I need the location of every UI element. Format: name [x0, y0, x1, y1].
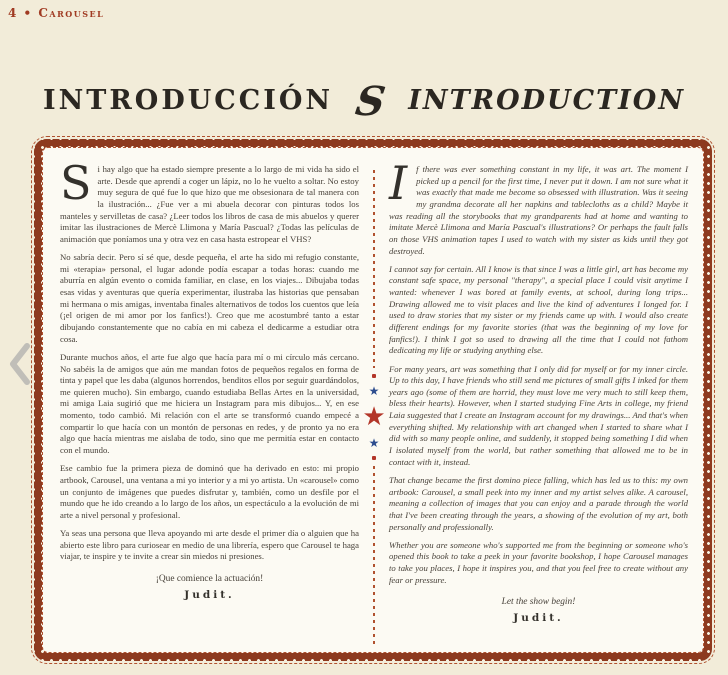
- prev-page-button[interactable]: [2, 338, 36, 394]
- dropcap: I: [389, 156, 408, 210]
- chevron-left-icon: [7, 342, 31, 391]
- column-divider: [359, 164, 389, 644]
- dropcap: S: [60, 156, 92, 210]
- swash-divider-icon: S: [352, 78, 389, 125]
- page-frame: [31, 136, 715, 664]
- paragraph: For many years, art was something that I only did for myself or for my inner circle. Up to this day, I have friends who still send me pictures of small gifts I inked for them years ago (some of them are horrid, they must love me very much to still keep them, bless their hearts). However, when I started studying Fine Arts in college, my friend Laia suggested that I create an Instagram account for my drawings... And that's when everything shifted. My relationship with art changed when I started to share what I did with so many people online, and suddenly, it stopped being something I did when I isolated myself from the world, but rather something that allowed me to be in contact with it, instead.: [389, 363, 688, 467]
- closing-line: Let the show begin!: [501, 597, 576, 608]
- red-dot-icon: [372, 374, 376, 378]
- divider-dashes: [373, 466, 375, 644]
- paragraph: No sabría decir. Pero sí sé que, desde pequeña, el arte ha sido mi refugio constante, mi «terapia» personal, el lugar adonde podía escapar a todas horas: cuando me aburría en algún evento o comida familiar, en clase, en los viajes... Dibujaba todas esas vidas y aventuras que quería experimentar, ilustraba las historias que pensaban mi hermana o mis amigas, inventaba finales alternativos de todos los cuentos que leía (¡el origen de mi amor por los fanfics!). Creo que me acostumbré tanto a estar dibujando constantemente que no cabía en mi cabeza el dedicarme a estudiar otra cosa.: [60, 252, 359, 344]
- author-signature: Judit.: [513, 611, 564, 624]
- blue-star-icon: ★: [368, 384, 380, 398]
- paragraph: Si hay algo que ha estado siempre presente a lo largo de mi vida ha sido el arte. Desde que aprendí a coger un lápiz, no lo he vuelto a soltar. No estoy muy segura de qué fue lo que hizo que me obsesionara de tal manera con la ilustración... ¿Fue ver a mi abuela decorar con pinturas todos los manteles y servilletas de casa? ¿Leer todos los libros de casa de mis abuelos y querer imitar las ilustraciones de Mercè Llimona y María Pascual? ¿Todas las películas de animación que poníamos una y otra vez en casa hasta estropear el VHS?: [60, 156, 359, 244]
- page-title: [0, 78, 728, 125]
- paragraph: I cannot say for certain. All I know is that since I was a little girl, art has become my constant safe space, my personal "therapy", a special place I could visit anytime I wanted: whenever I was bored at family events, at school, during long trips... Drawing allowed me to visit places and live the kind of adventures I longed for. I used to draw stories that my sister or my friends came up with. I would also create different endings for my favorite stories (that was the beginning of my love for fanfics!). I think I got so used to drawing all the time that I could not fathom dedicating my life or studying anything else.: [389, 263, 688, 356]
- divider-dashes: [373, 170, 375, 368]
- title-spanish: INTRODUCCIÓN: [42, 85, 334, 116]
- spanish-column: [60, 156, 359, 644]
- paragraph: Whether you are someone who's supported me from the beginning or someone who's opened this book to take a peek in your favorite bookshop, I hope Carousel manages to take you places, I hope it inspires you, and that you feel free to create without any fear or pressure.: [389, 539, 688, 585]
- english-column: [389, 156, 688, 644]
- closing-line: ¡Que comience la actuación!: [155, 574, 264, 584]
- author-signature: Judit.: [184, 588, 235, 601]
- red-star-icon: ★: [362, 402, 386, 432]
- frame-dotted-band: [34, 139, 712, 661]
- page-content: [42, 147, 704, 653]
- blue-star-icon: ★: [368, 436, 380, 450]
- paragraph: Ya seas una persona que lleva apoyando mi arte desde el primer día o alguien que ha abierto este libro para curiosear en medio de una librería, espero que Carousel te haga viajar, te inspire y te invite a crear sin miedos ni presiones.: [60, 528, 359, 562]
- title-english: INTRODUCTION: [408, 85, 686, 116]
- paragraph: I f there was ever something constant in my life, it was art. The moment I picked up a pencil for the first time, I never put it down. I am not sure what it was exactly that made me become so obsessed with illustration. Was it seeing my grandma decorate all her napkins and tablecloths as a child? Maybe it was reading all the storybooks that my grandparents had at home and wanting to imitate Mercè Llimona and María Pascual's illustrations? Or perhaps the fault falls on those VHS animation tapes I used to watch with my sister as kids until they got destroyed.: [389, 156, 688, 256]
- breadcrumb: 4 • Carousel: [8, 6, 105, 20]
- star-ornament: [362, 368, 385, 466]
- paragraph: Durante muchos años, el arte fue algo que hacía para mí o mi círculo más cercano. No sabéis la de amigos que aún me mandan fotos de pequeños regalos en forma de tinta y papel que les daba (algunos horrendos, benditos ellos por seguir guardándolos, me quieren mucho). Sin embargo, cuando estudiaba Bellas Artes en la universidad, mi amiga Laia sugirió que me hiciera un Instagram para mis dibujos... Y, en ese momento, todo cambió. Mi relación con el arte se transformó cuando empecé a compartir lo que hacía con un montón de personas en redes, y de pronto ya no era algo que hacía mientras me aislaba de todo, sino que me permitía estar en contacto con el mundo.: [60, 351, 359, 456]
- red-dot-icon: [372, 456, 376, 460]
- paragraph: That change became the first domino piece falling, which has led us to this: my own artbook: Carousel, a small peek into my inner and my artist selves alike. A carousel, meaning a collection of images that you can enjoy and a parade through the world that I've been creating through the years, a showing of the evolution of my art, both personally and professionally.: [389, 474, 688, 532]
- paragraph: Ese cambio fue la primera pieza de dominó que ha derivado en esto: mi propio artbook, Carousel, una ventana a mi yo interior y a mi yo artista. Un «carousel» como un conjunto de imágenes que puedes disfrutar y, también, como un desfile por el mundo que he ido creando a lo largo de los años, un espectáculo a la evolución de mi arte a nivel personal y profesional.: [60, 463, 359, 520]
